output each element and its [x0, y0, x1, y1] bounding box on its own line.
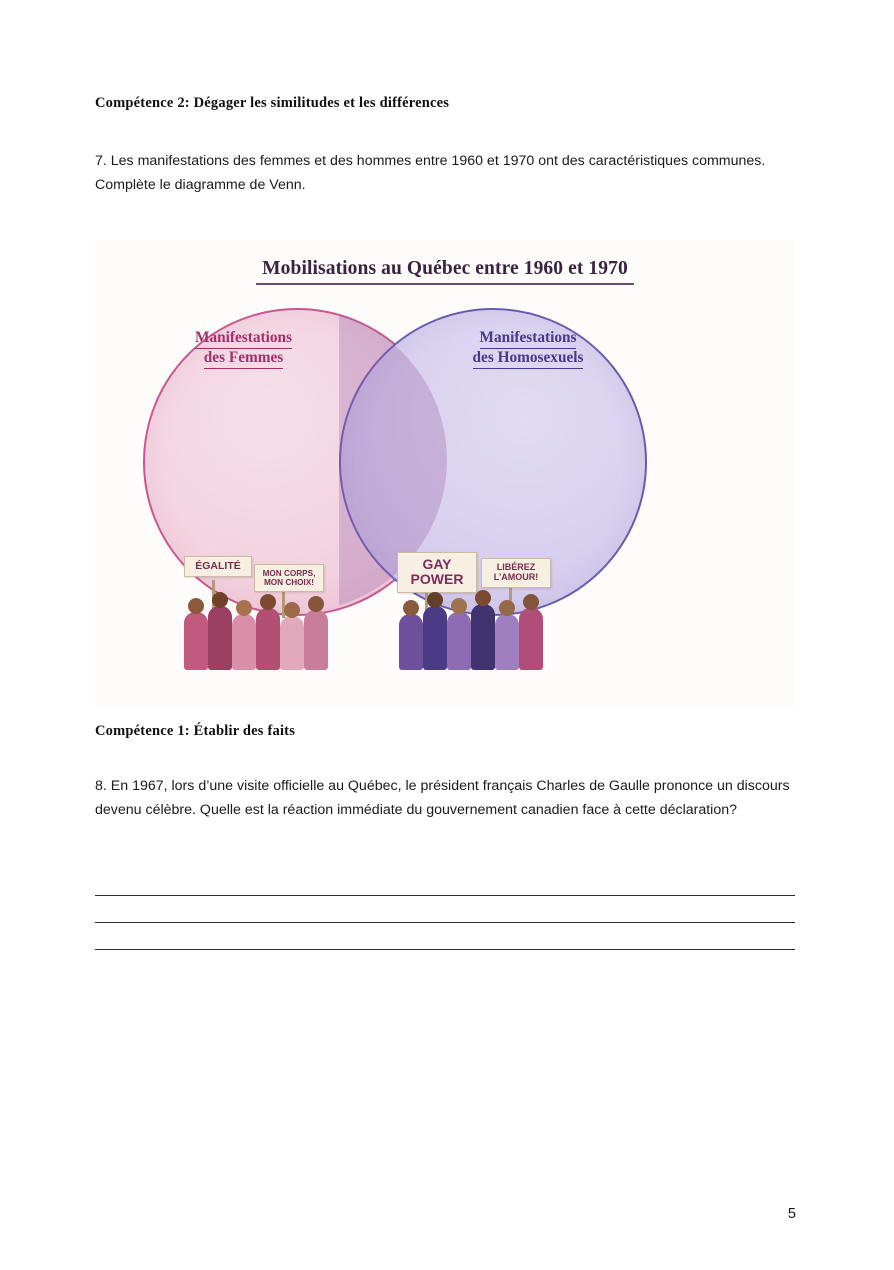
section-heading-competence-2: Compétence 2: Dégager les similitudes et les différences: [95, 95, 450, 111]
answer-line[interactable]: [95, 869, 795, 896]
sign-gay-power-line2: POWER: [410, 571, 464, 588]
figure-title: [95, 258, 795, 285]
protester-head: [475, 590, 491, 606]
venn-label-left: [161, 328, 326, 369]
sign-liberez-lamour: [481, 558, 551, 588]
protester: [256, 608, 280, 670]
venn-label-right-line2: des Homosexuels: [472, 349, 584, 367]
protester-head: [403, 600, 419, 616]
protester: [495, 614, 519, 670]
protester-head: [499, 600, 515, 616]
sign-mon-corps-mon-choix: [254, 564, 324, 592]
protester: [519, 608, 543, 670]
venn-diagram-figure: [95, 240, 795, 707]
protester: [423, 606, 447, 670]
protester-head: [427, 592, 443, 608]
protester: [471, 604, 495, 670]
protester-head: [260, 594, 276, 610]
sign-egalite: [184, 556, 252, 578]
protester: [447, 612, 471, 670]
protester: [399, 614, 423, 670]
answer-line[interactable]: [95, 923, 795, 950]
protester-head: [188, 598, 204, 614]
protester-head: [451, 598, 467, 614]
protester: [208, 606, 232, 670]
protester-head: [523, 594, 539, 610]
venn-label-left-line2: des Femmes: [203, 349, 284, 367]
venn-diagram: [143, 298, 747, 698]
page-number: 5: [787, 1206, 796, 1222]
protester-head: [284, 602, 300, 618]
protester-head: [212, 592, 228, 608]
answer-lines: [95, 869, 795, 950]
question-7-text: 7. Les manifestations des femmes et des hommes entre 1960 et 1970 ont des caractéristiques communes. Complète le diagramme de Venn.: [95, 153, 766, 194]
sign-liberez-line2: L’AMOUR!: [493, 571, 539, 582]
crowd-homosexuels: [395, 598, 560, 670]
protest-group-homosexuels: [395, 550, 560, 670]
sign-gay-power: [397, 552, 477, 593]
protester: [280, 616, 304, 670]
protester-head: [308, 596, 324, 612]
sign-liberez-line1: LIBÉREZ: [496, 561, 536, 572]
question-8-text: 8. En 1967, lors d’une visite officielle au Québec, le président français Charles de Gaulle prononce un discours devenu célèbre. Quelle est la réaction immédiate du gouvernement canadien face à cette déclaration?: [95, 777, 790, 819]
protester: [232, 614, 256, 670]
protester: [184, 612, 208, 670]
sign-mon-corps-line2: MON CHOIX!: [263, 577, 315, 587]
protest-group-women: [178, 550, 343, 670]
venn-label-right-line1: Manifestations: [479, 328, 577, 346]
answer-line[interactable]: [95, 896, 795, 923]
sign-gay-power-line1: GAY: [422, 555, 452, 572]
venn-label-left-line1: Manifestations: [195, 328, 292, 346]
protester: [304, 610, 328, 670]
sign-mon-corps-line1: MON CORPS,: [262, 568, 316, 578]
venn-label-right: [443, 328, 613, 369]
crowd-women: [178, 598, 343, 670]
figure-title-text: Mobilisations au Québec entre 1960 et 1970: [256, 258, 634, 285]
page-content: [95, 95, 795, 950]
section-heading-competence-1: Compétence 1: Établir des faits: [95, 722, 296, 739]
protester-head: [236, 600, 252, 616]
sign-egalite-text: ÉGALITÉ: [195, 559, 241, 572]
